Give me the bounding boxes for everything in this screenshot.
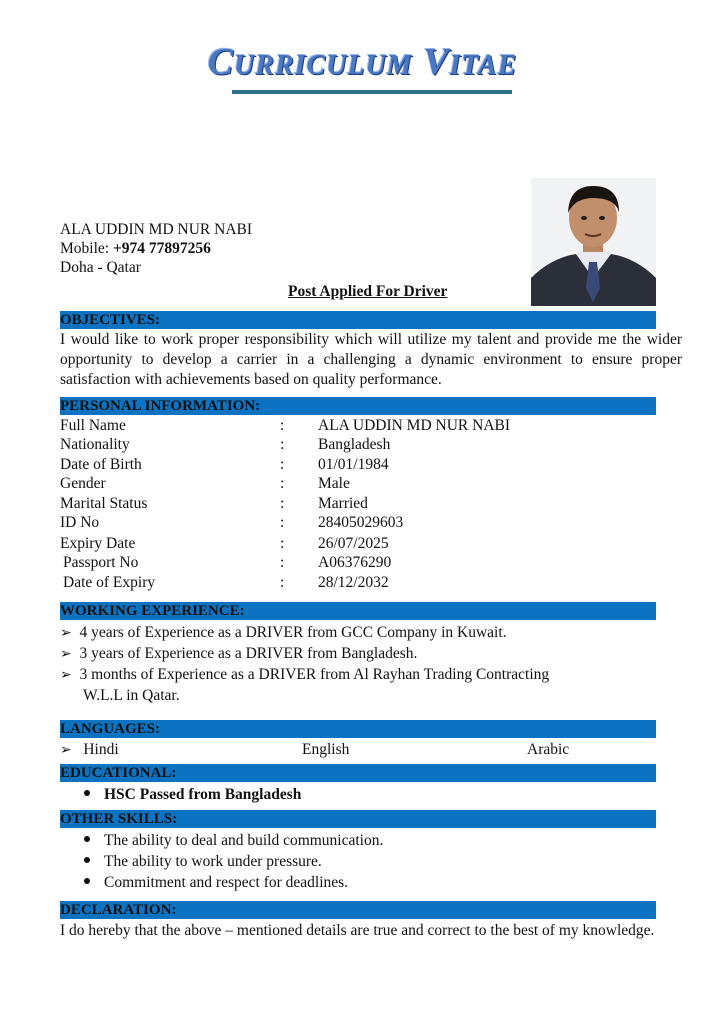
value-passport-no: A06376290 (318, 554, 392, 571)
value-expiry-date: 26/07/2025 (318, 535, 389, 552)
label-full-name: Full Name (60, 417, 126, 434)
section-skills-heading: OTHER SKILLS: (60, 810, 656, 828)
bullet-icon (84, 790, 90, 796)
language-english: English (302, 741, 350, 758)
list-item-continuation: W.L.L in Qatar. (83, 687, 180, 704)
title-initial-c: C (207, 41, 235, 83)
separator: : (280, 514, 285, 531)
separator: : (280, 535, 285, 552)
label-date-of-expiry: Date of Expiry (63, 574, 156, 591)
mobile-label: Mobile: (60, 240, 113, 257)
label-date-of-birth: Date of Birth (60, 456, 142, 473)
list-item: HSC Passed from Bangladesh (84, 784, 301, 805)
language-hindi: ➢ Hindi (60, 741, 119, 758)
label-marital-status: Marital Status (60, 495, 148, 512)
separator: : (280, 475, 285, 492)
list-item: ➢ 3 months of Experience as a DRIVER from Al Rayhan Trading Contracting (60, 666, 550, 683)
arrow-bullet-icon: ➢ (60, 626, 72, 641)
label-gender: Gender (60, 475, 106, 492)
value-date-of-birth: 01/01/1984 (318, 456, 389, 473)
list-item: The ability to work under pressure. (84, 851, 322, 872)
separator: : (280, 417, 285, 434)
section-personal-heading: PERSONAL INFORMATION: (60, 397, 656, 415)
list-item: Commitment and respect for deadlines. (84, 872, 348, 893)
list-item: ➢ 3 years of Experience as a DRIVER from Bangladesh. (60, 645, 418, 662)
separator: : (280, 436, 285, 453)
candidate-name: ALA UDDIN MD NUR NABI (60, 221, 253, 238)
objectives-text: I would like to work proper responsibility which will utilize my talent and provide me the wider opportunity to develop a carrier in a challenging a dynamic environment to ensure proper satisfaction with achievements based on quality performance. (60, 331, 682, 388)
list-item: ➢ 4 years of Experience as a DRIVER from GCC Company in Kuwait. (60, 624, 507, 641)
mobile-value: +974 77897256 (112, 240, 211, 257)
bullet-icon (84, 857, 90, 863)
mobile-line (60, 239, 211, 258)
arrow-bullet-icon: ➢ (60, 668, 72, 683)
separator: : (280, 495, 285, 512)
value-gender: Male (318, 475, 350, 492)
bullet-icon (84, 878, 90, 884)
post-applied: Post Applied For Driver (288, 283, 448, 300)
section-experience-heading: WORKING EXPERIENCE: (60, 602, 656, 620)
cv-title (0, 40, 725, 84)
title-initial-v: V (423, 41, 450, 83)
value-marital-status: Married (318, 495, 368, 512)
value-full-name: ALA UDDIN MD NUR NABI (318, 417, 511, 434)
label-nationality: Nationality (60, 436, 130, 453)
title-underline (232, 90, 512, 94)
label-id-no: ID No (60, 514, 100, 531)
declaration-text: I do hereby that the above – mentioned details are true and correct to the best of my knowledge. (60, 922, 655, 939)
value-id-no: 28405029603 (318, 514, 404, 531)
label-expiry-date: Expiry Date (60, 535, 136, 552)
title-word-2: ITAE (449, 50, 518, 81)
bullet-icon (84, 836, 90, 842)
location: Doha - Qatar (60, 259, 141, 276)
profile-photo (531, 178, 656, 306)
list-item: The ability to deal and build communication. (84, 830, 383, 851)
section-languages-heading: LANGUAGES: (60, 720, 656, 738)
value-date-of-expiry: 28/12/2032 (318, 574, 389, 591)
label-passport-no: Passport No (63, 554, 139, 571)
section-objectives-heading: OBJECTIVES: (60, 311, 656, 329)
value-nationality: Bangladesh (318, 436, 391, 453)
arrow-bullet-icon: ➢ (60, 647, 72, 662)
title-word-1: URRICULUM (234, 50, 413, 81)
separator: : (280, 574, 285, 591)
language-arabic: Arabic (527, 741, 570, 758)
arrow-bullet-icon: ➢ (60, 743, 72, 758)
separator: : (280, 554, 285, 571)
separator: : (280, 456, 285, 473)
section-declaration-heading: DECLARATION: (60, 901, 656, 919)
section-education-heading: EDUCATIONAL: (60, 764, 656, 782)
